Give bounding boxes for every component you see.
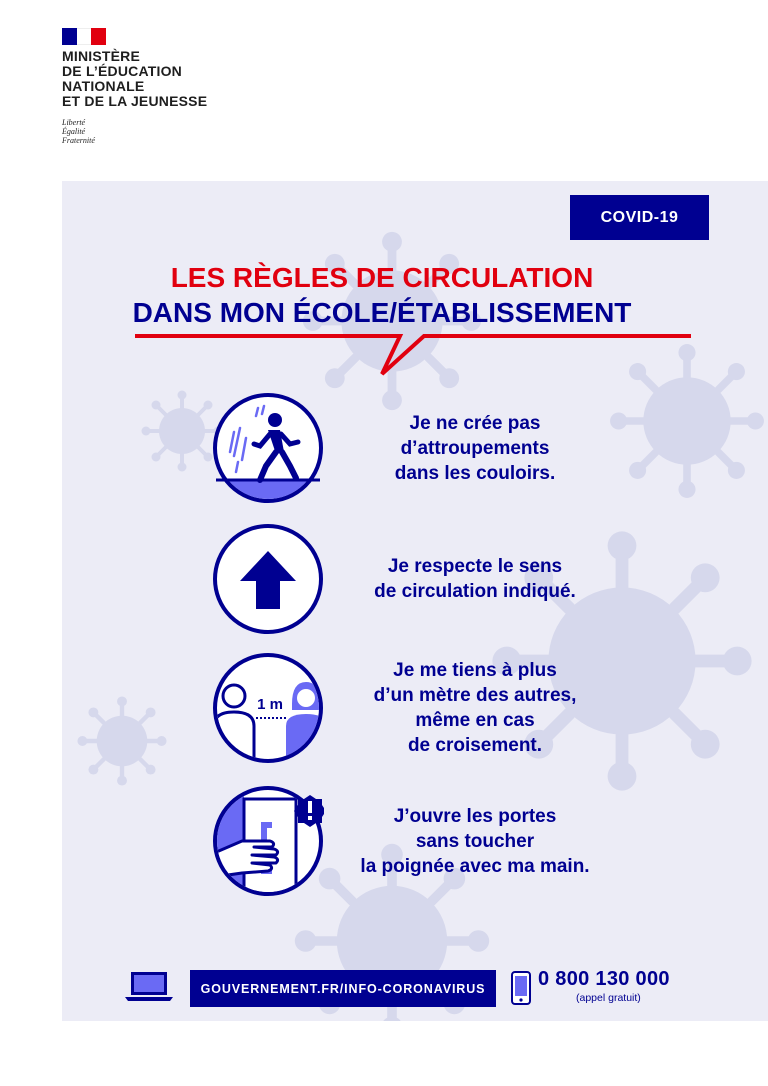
poster-title [62, 260, 702, 330]
ministry-name [62, 49, 282, 109]
french-flag-icon [62, 28, 106, 45]
rule-text-line: d’attroupements [400, 437, 550, 459]
walking-person-icon [212, 392, 324, 504]
rule-text [330, 411, 620, 486]
ministry-line: MINISTÈRE [62, 48, 141, 64]
rule-text-line: sans toucher [415, 830, 535, 852]
warning-icon [294, 795, 324, 827]
rule-text-line: Je ne crée pas [409, 412, 541, 434]
rule-text-line: de croisement. [407, 735, 543, 756]
phone-note: (appel gratuit) [576, 992, 641, 1004]
covid-badge: COVID-19 [570, 195, 709, 240]
rule-text-line: dans les couloirs. [394, 462, 556, 484]
ministry-line: DE L’ÉDUCATION [62, 63, 182, 79]
republic-motto [62, 118, 282, 145]
distance-label: 1 m [257, 696, 283, 713]
rule-text-line: Je me tiens à plus [393, 660, 557, 681]
arrow-up-icon [212, 523, 324, 635]
rule-text-line: la poignée avec ma main. [360, 855, 590, 877]
rule-follow-direction [212, 519, 732, 639]
rule-doors-no-touch [212, 781, 732, 901]
poster-panel [62, 181, 768, 1021]
ministry-line: NATIONALE [62, 78, 145, 94]
ministry-line: ET DE LA JEUNESSE [62, 93, 208, 109]
laptop-icon [124, 970, 174, 1002]
motto-line: Fraternité [62, 136, 95, 145]
title-line-blue: DANS MON ÉCOLE/ÉTABLISSEMENT [132, 297, 632, 328]
rule-no-gathering [212, 388, 732, 508]
footer [124, 966, 724, 1006]
rule-text [330, 658, 620, 758]
rule-text-line: J’ouvre les portes [393, 805, 557, 827]
info-url-link[interactable]: GOUVERNEMENT.FR/INFO-CORONAVIRUS [190, 970, 496, 1007]
rule-text-line: de circulation indiqué. [374, 581, 576, 602]
rule-text-line: Je respecte le sens [387, 556, 563, 577]
speech-bubble-underline [133, 332, 693, 382]
distance-1m-icon [212, 652, 324, 764]
title-line-red: LES RÈGLES DE CIRCULATION [170, 262, 594, 293]
phone-number[interactable]: 0 800 130 000 [538, 968, 670, 990]
smartphone-icon [511, 971, 531, 1005]
motto-line: Égalité [62, 127, 86, 136]
rule-text-line: d’un mètre des autres, [373, 685, 577, 706]
rule-text-line: même en cas [415, 710, 535, 731]
ministry-header [62, 28, 282, 145]
motto-line: Liberté [62, 118, 86, 127]
rule-text [330, 554, 620, 604]
rule-keep-distance [212, 648, 732, 768]
rule-text [330, 804, 620, 879]
hand-door-icon [212, 785, 324, 897]
